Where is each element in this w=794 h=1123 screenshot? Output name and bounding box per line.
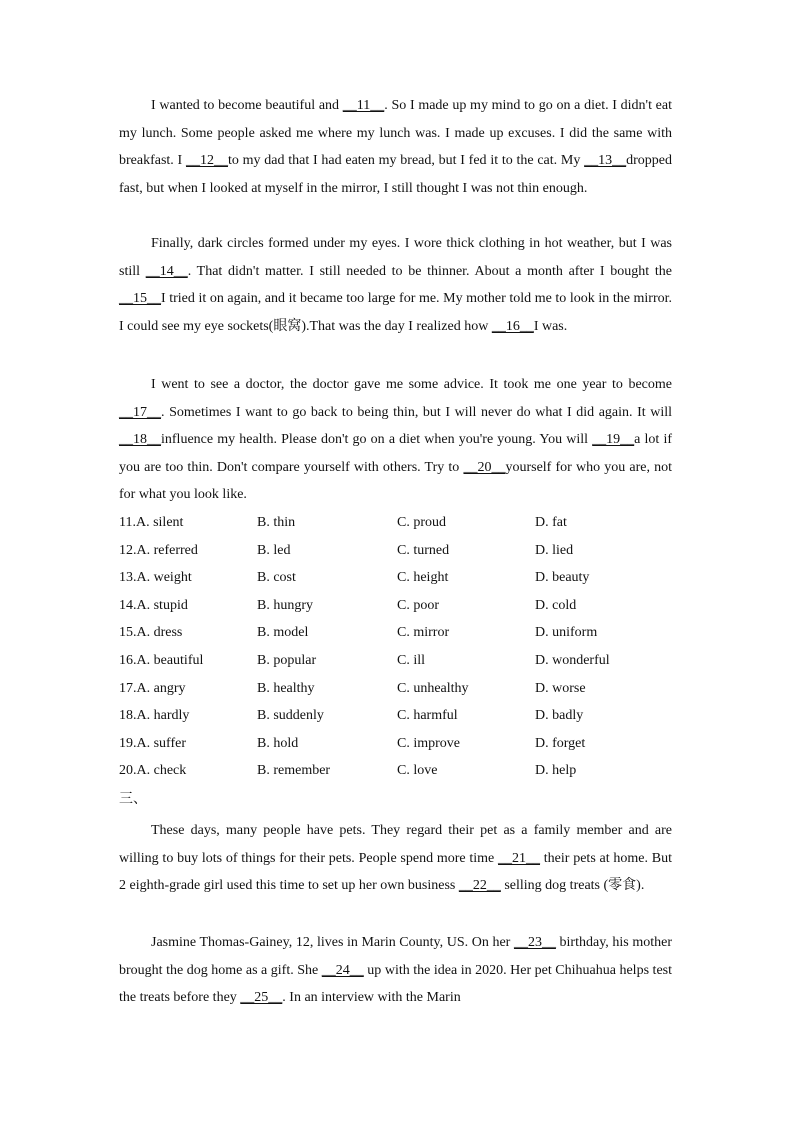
passage-text: I wanted to become beautiful and: [151, 98, 343, 113]
passage-text: yourself for who you are, not for what you look like.: [119, 459, 673, 503]
option-c: C. proud: [397, 515, 446, 530]
answer-blank: __15__: [119, 291, 161, 307]
option-a: 14.A. stupid: [119, 597, 188, 613]
option-row: [119, 647, 679, 675]
option-row: [119, 675, 679, 703]
option-d: D. fat: [535, 515, 567, 530]
answer-blank: __22__: [458, 878, 501, 894]
option-c: C. height: [397, 570, 449, 586]
passage1-paragraph-1: [119, 92, 672, 202]
option-row: [119, 702, 679, 730]
option-c: C. improve: [397, 735, 460, 751]
option-row: [119, 537, 679, 565]
option-c: C. turned: [397, 542, 450, 558]
option-d: D. lied: [535, 542, 574, 558]
option-b: B. hold: [257, 735, 299, 751]
option-row: [119, 619, 679, 647]
option-d: D. wonderful: [535, 652, 610, 668]
option-b: B. model: [257, 625, 309, 641]
option-b: B. cost: [257, 570, 296, 586]
passage-text: I was.: [533, 318, 568, 334]
answer-blank: __16__: [491, 318, 534, 334]
answer-blank: __20__: [463, 459, 506, 475]
option-row: [119, 592, 679, 620]
option-d: D. worse: [535, 680, 586, 696]
option-a: 19.A. suffer: [119, 735, 187, 751]
passage-text: I went to see a doctor, the doctor gave me some advice. It took me one year to become: [151, 377, 672, 392]
option-a: 11.A. silent: [119, 515, 184, 530]
passage-text: a lot if you are too thin. Don't compare yourself with others. Try to: [119, 432, 672, 475]
option-d: D. badly: [535, 708, 584, 724]
option-row: [119, 509, 679, 537]
option-row: [119, 730, 679, 758]
option-a: 20.A. check: [119, 763, 187, 779]
option-d: D. cold: [535, 597, 577, 613]
passage-text: birthday, his mother brought the dog home as a gift. She: [119, 935, 672, 978]
answer-blank: __12__: [185, 153, 228, 169]
option-d: D. help: [535, 763, 577, 779]
passage-text: to my dad that I had eaten my bread, but I fed it to the cat. My: [227, 153, 585, 169]
answer-blank: __17__: [119, 404, 161, 420]
section-heading: 三、: [119, 792, 147, 807]
answer-blank: __13__: [584, 153, 627, 169]
option-d: D. forget: [535, 735, 586, 751]
option-a: 17.A. angry: [119, 680, 186, 696]
passage-text: up with the idea in 2020. Her pet Chihuahua helps test the treats before they: [119, 962, 672, 1006]
option-row: [119, 757, 679, 785]
options-list: [119, 509, 679, 785]
option-d: D. beauty: [535, 570, 590, 586]
passage-text: . Sometimes I want to go back to being thin, but I will never do what I did again. It will: [161, 404, 672, 420]
answer-blank: __25__: [240, 990, 283, 1006]
option-a: 13.A. weight: [119, 570, 192, 586]
option-b: B. led: [257, 542, 291, 558]
option-c: C. poor: [397, 597, 439, 613]
option-b: B. remember: [257, 763, 331, 779]
passage-text: I tried it on again, and it became too large for me. My mother told me to look in the mirror. I could see my eye sockets(眼窝).That was the day I realized how: [119, 291, 672, 334]
passage-text: Jasmine Thomas-Gainey, 12, lives in Marin County, US. On her: [151, 935, 514, 950]
option-c: C. unhealthy: [397, 680, 469, 696]
option-b: B. hungry: [257, 597, 313, 613]
answer-blank: __11__: [342, 98, 385, 113]
option-a: 16.A. beautiful: [119, 652, 204, 668]
passage-text: selling dog treats (零食).: [500, 878, 645, 894]
option-b: B. popular: [257, 652, 317, 668]
answer-blank: __18__: [119, 432, 161, 448]
option-b: B. thin: [257, 515, 296, 530]
option-a: 12.A. referred: [119, 542, 198, 558]
passage-text: . So I made up my mind to go on a diet. I didn't eat my lunch. Some people asked me where my lunch was. I made up excuses. I did the same with breakfast. I: [119, 98, 672, 169]
option-row: [119, 564, 679, 592]
answer-blank: __23__: [513, 935, 556, 950]
option-a: 18.A. hardly: [119, 708, 190, 724]
option-c: C. ill: [397, 652, 426, 668]
passage-text: These days, many people have pets. They regard their pet as a family member and are willing to buy lots of things for their pets. People spend more time: [119, 823, 672, 866]
option-b: B. healthy: [257, 680, 315, 696]
passage1-paragraph-3: [119, 371, 672, 509]
passage1-paragraph-2: [119, 230, 672, 340]
passage-text: . That didn't matter. I still needed to be thinner. About a month after I bought the: [187, 263, 672, 279]
option-d: D. uniform: [535, 625, 598, 641]
answer-blank: __14__: [145, 263, 188, 279]
answer-blank: __24__: [321, 962, 364, 978]
option-c: C. love: [397, 763, 438, 779]
passage-text: their pets at home. But 2 eighth-grade girl used this time to set up her own business: [119, 850, 672, 894]
answer-blank: __21__: [498, 850, 541, 866]
passage-text: Finally, dark circles formed under my eyes. I wore thick clothing in hot weather, but I was still: [119, 236, 672, 279]
passage-text: dropped fast, but when I looked at myself in the mirror, I still thought I was not thin enough.: [119, 153, 673, 196]
option-c: C. mirror: [397, 625, 450, 641]
option-b: B. suddenly: [257, 708, 324, 724]
passage-text: . In an interview with the Marin: [282, 990, 461, 1006]
passage2-paragraph-2: [119, 929, 672, 1012]
passage-text: influence my health. Please don't go on a diet when you're young. You will: [161, 432, 593, 448]
option-a: 15.A. dress: [119, 625, 183, 641]
answer-blank: __19__: [592, 432, 635, 448]
passage2-paragraph-1: [119, 817, 672, 900]
option-c: C. harmful: [397, 708, 458, 724]
